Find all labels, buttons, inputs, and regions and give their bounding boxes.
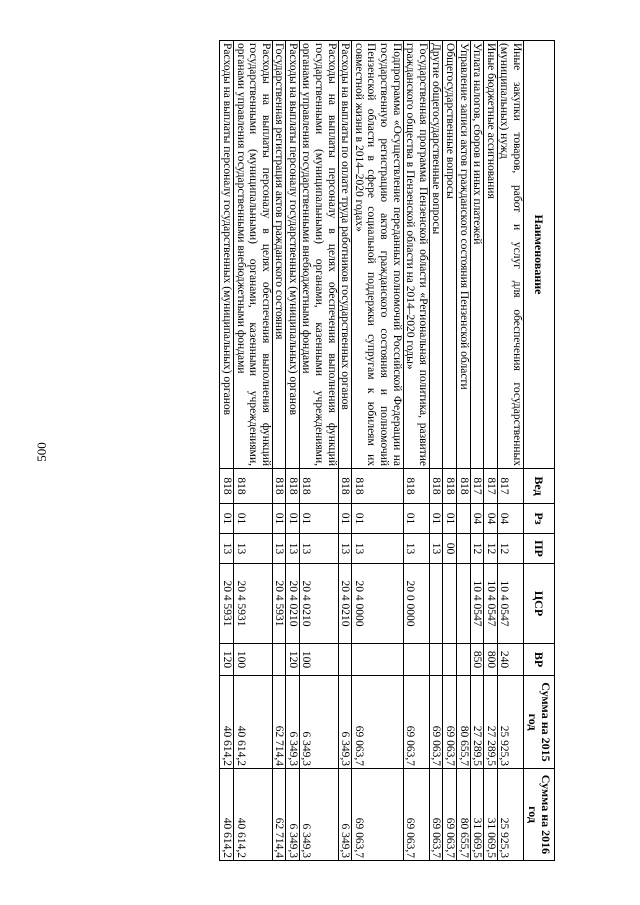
cell-s16: 6 349,3 — [299, 769, 338, 861]
cell-rz: 01 — [338, 504, 352, 534]
cell-vr: 100 — [233, 644, 272, 676]
cell-rz: 01 — [429, 504, 443, 534]
cell-rz: 01 — [443, 504, 457, 534]
cell-vr: 850 — [470, 644, 484, 676]
cell-s16: 62 714,4 — [272, 769, 286, 861]
cell-s16: 40 614,2 — [233, 769, 272, 861]
cell-rz — [457, 504, 471, 534]
cell-rz: 01 — [403, 504, 429, 534]
cell-ved: 818 — [429, 469, 443, 504]
cell-rz: 01 — [286, 504, 300, 534]
budget-table — [219, 40, 555, 861]
cell-ved: 818 — [272, 469, 286, 504]
cell-s16: 25 925,3 — [497, 769, 523, 861]
cell-ved: 818 — [220, 469, 234, 504]
cell-s15: 69 063,7 — [429, 676, 443, 769]
cell-csr: 20 0 0000 — [403, 564, 429, 644]
cell-name: Расходы на выплаты персоналу государственных (муниципальных) органов — [286, 41, 300, 469]
table-row — [272, 41, 286, 861]
cell-name: Управление записи актов гражданского состояния Пензенской области — [457, 41, 471, 469]
table-row — [233, 41, 272, 861]
cell-rz: 01 — [233, 504, 272, 534]
table-row — [470, 41, 484, 861]
cell-csr: 20 4 0000 — [352, 564, 403, 644]
cell-pr: 13 — [286, 534, 300, 564]
cell-ved: 818 — [457, 469, 471, 504]
cell-name: Государственная программа Пензенской области «Региональная политика, развитие гражданского общества в Пензенской области на 2014–2020 годы» — [403, 41, 429, 469]
cell-pr: 13 — [299, 534, 338, 564]
cell-name: Другие общегосударственные вопросы — [429, 41, 443, 469]
cell-s15: 40 614,2 — [220, 676, 234, 769]
cell-vr: 240 — [497, 644, 523, 676]
cell-name: Расходы на выплаты персоналу в целях обеспечения выполнения функций государственными (муниципальными) органами, казенными учреждениями, органами управления государственными внебюджетными фондами — [233, 41, 272, 469]
cell-pr: 12 — [497, 534, 523, 564]
table-row — [338, 41, 352, 861]
cell-ved: 818 — [403, 469, 429, 504]
cell-s15: 40 614,2 — [233, 676, 272, 769]
cell-s16: 69 063,7 — [443, 769, 457, 861]
cell-s15: 6 349,3 — [286, 676, 300, 769]
cell-s16: 6 349,3 — [286, 769, 300, 861]
cell-vr — [429, 644, 443, 676]
table-row — [497, 41, 523, 861]
table-row — [457, 41, 471, 861]
cell-name: Иные бюджетные ассигнования — [484, 41, 498, 469]
cell-name: Расходы на выплаты персоналу в целях обеспечения выполнения функций государственными (муниципальными) органами, казенными учреждениями, органами управления государственными внебюджетными фондами — [299, 41, 338, 469]
header-rz: Рз — [524, 504, 555, 534]
cell-csr: 20 4 0210 — [286, 564, 300, 644]
cell-vr: 120 — [220, 644, 234, 676]
cell-pr — [457, 534, 471, 564]
cell-rz: 01 — [352, 504, 403, 534]
cell-vr: 800 — [484, 644, 498, 676]
rotated-page — [105, 40, 555, 860]
cell-pr: 13 — [272, 534, 286, 564]
cell-rz: 04 — [470, 504, 484, 534]
cell-pr: 12 — [484, 534, 498, 564]
header-pr: ПР — [524, 534, 555, 564]
header-sum-2015: Сумма на 2015 год — [524, 676, 555, 769]
page-number: 500 — [34, 442, 49, 462]
cell-vr — [352, 644, 403, 676]
cell-csr: 10 4 0547 — [470, 564, 484, 644]
cell-ved: 818 — [443, 469, 457, 504]
cell-s15: 6 349,3 — [338, 676, 352, 769]
cell-name: Расходы на выплаты по оплате труда работников государственных органов — [338, 41, 352, 469]
cell-csr: 10 4 0547 — [484, 564, 498, 644]
table-row — [299, 41, 338, 861]
cell-s16: 80 655,7 — [457, 769, 471, 861]
cell-s15: 62 714,4 — [272, 676, 286, 769]
header-vr: ВР — [524, 644, 555, 676]
cell-vr — [272, 644, 286, 676]
cell-rz: 01 — [220, 504, 234, 534]
cell-s15: 69 063,7 — [403, 676, 429, 769]
table-row — [352, 41, 403, 861]
cell-pr: 13 — [233, 534, 272, 564]
cell-s16: 69 063,7 — [352, 769, 403, 861]
cell-csr — [443, 564, 457, 644]
header-sum-2016: Сумма на 2016 год — [524, 769, 555, 861]
cell-s15: 25 925,3 — [497, 676, 523, 769]
table-row — [443, 41, 457, 861]
cell-pr: 13 — [338, 534, 352, 564]
cell-csr: 20 4 5931 — [272, 564, 286, 644]
cell-vr — [457, 644, 471, 676]
table-row — [429, 41, 443, 861]
cell-name: Иные закупки товаров, работ и услуг для обеспечения государственных (муниципальных) нужд — [497, 41, 523, 469]
cell-csr — [457, 564, 471, 644]
cell-ved: 818 — [338, 469, 352, 504]
cell-csr: 20 4 5931 — [220, 564, 234, 644]
cell-s16: 31 069,5 — [484, 769, 498, 861]
cell-ved: 817 — [497, 469, 523, 504]
cell-vr — [338, 644, 352, 676]
table-row — [286, 41, 300, 861]
table-row — [220, 41, 234, 861]
cell-name: Уплата налогов, сборов и иных платежей — [470, 41, 484, 469]
cell-rz: 04 — [497, 504, 523, 534]
cell-ved: 818 — [299, 469, 338, 504]
cell-name: Подпрограмма «Осуществление переданных полномочий Российской Федерации на государственную регистрацию актов гражданского состояния и полномочий Пензенской области в сфере социальной поддержки супругам к юбилеям их совместной жизни в 2014–2020 годах» — [352, 41, 403, 469]
table-header-row — [524, 41, 555, 861]
cell-csr: 20 4 0210 — [338, 564, 352, 644]
cell-pr: 00 — [443, 534, 457, 564]
cell-s15: 69 063,7 — [443, 676, 457, 769]
cell-s15: 27 289,5 — [484, 676, 498, 769]
cell-s16: 6 349,3 — [338, 769, 352, 861]
header-csr: ЦСР — [524, 564, 555, 644]
cell-vr — [443, 644, 457, 676]
cell-pr: 13 — [220, 534, 234, 564]
cell-ved: 818 — [352, 469, 403, 504]
cell-name: Государственная регистрация актов гражданского состояния — [272, 41, 286, 469]
cell-csr: 20 4 5931 — [233, 564, 272, 644]
header-name: Наименование — [524, 41, 555, 469]
cell-ved: 818 — [286, 469, 300, 504]
cell-s15: 80 655,7 — [457, 676, 471, 769]
cell-name: Расходы на выплаты персоналу государственных (муниципальных) органов — [220, 41, 234, 469]
cell-rz: 04 — [484, 504, 498, 534]
cell-pr: 13 — [403, 534, 429, 564]
cell-vr — [403, 644, 429, 676]
cell-s15: 27 289,5 — [470, 676, 484, 769]
cell-rz: 01 — [299, 504, 338, 534]
cell-s15: 69 063,7 — [352, 676, 403, 769]
cell-s16: 31 069,5 — [470, 769, 484, 861]
cell-name: Общегосударственные вопросы — [443, 41, 457, 469]
cell-s16: 40 614,2 — [220, 769, 234, 861]
header-ved: Вед — [524, 469, 555, 504]
cell-csr: 10 4 0547 — [497, 564, 523, 644]
cell-s16: 69 063,7 — [403, 769, 429, 861]
table-row — [484, 41, 498, 861]
cell-vr: 100 — [299, 644, 338, 676]
cell-rz: 01 — [272, 504, 286, 534]
table-body — [220, 41, 524, 861]
cell-pr: 12 — [470, 534, 484, 564]
cell-csr: 20 4 0210 — [299, 564, 338, 644]
cell-pr: 13 — [429, 534, 443, 564]
cell-vr: 120 — [286, 644, 300, 676]
cell-s15: 6 349,3 — [299, 676, 338, 769]
cell-ved: 817 — [484, 469, 498, 504]
cell-pr: 13 — [352, 534, 403, 564]
cell-ved: 817 — [470, 469, 484, 504]
cell-ved: 818 — [233, 469, 272, 504]
cell-s16: 69 063,7 — [429, 769, 443, 861]
table-row — [403, 41, 429, 861]
cell-csr — [429, 564, 443, 644]
